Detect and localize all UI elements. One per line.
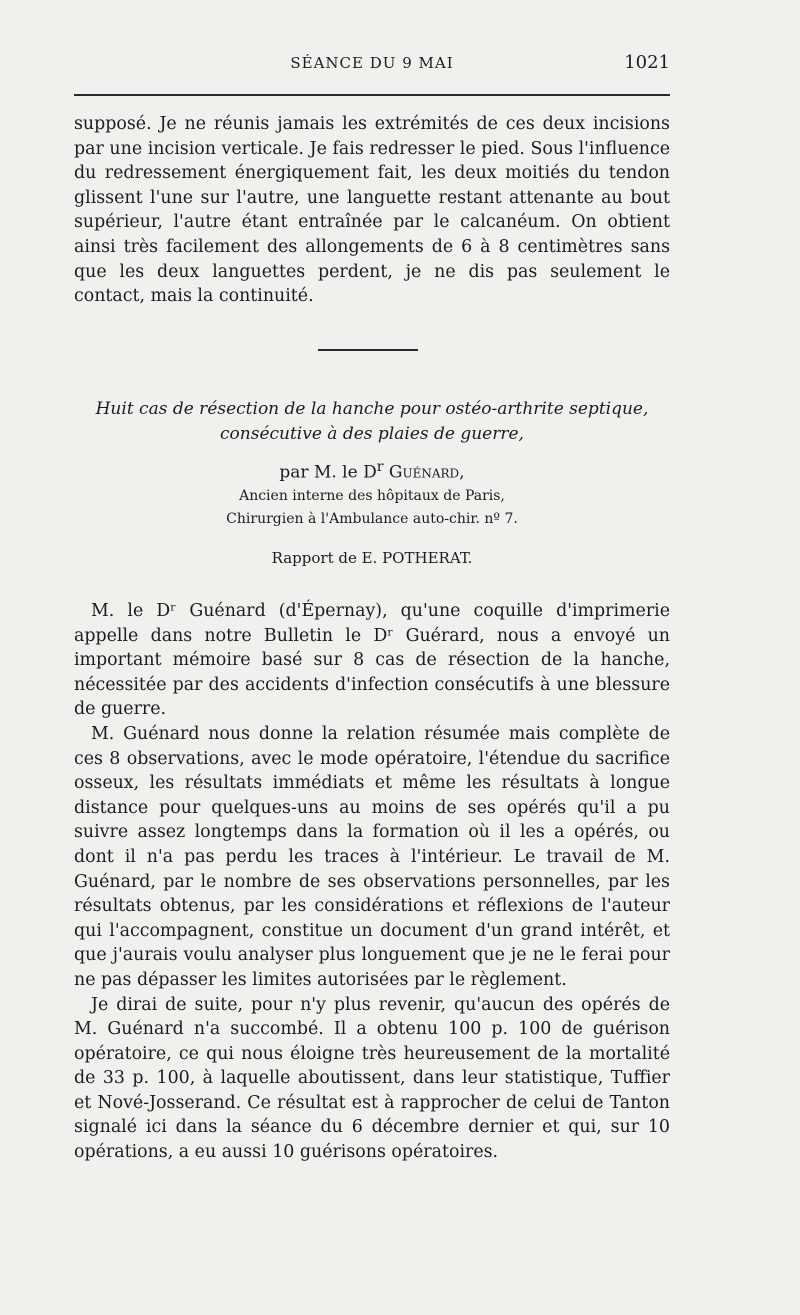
- section-separator: [318, 349, 418, 351]
- article-title: [74, 397, 670, 447]
- title-line-2: consécutive à des plaies de guerre,: [220, 424, 524, 444]
- paragraph-3: Je dirai de suite, pour n'y plus revenir, qu'aucun des opérés de M. Guénard n'a succombé. Il a obtenu 100 p. 100 de guérison opératoire, ce qui nous éloigne très heureusement de la mortalité de 33 p. 100, à laquelle aboutissent, dans leur statistique, Tuffier et Nové-Josserand. Ce résultat est à rapprocher de celui de Tanton signalé ici dans la séance du 6 décembre dernier et qui, sur 10 opérations, a eu aussi 10 guérisons opératoires.: [74, 994, 670, 1163]
- header-rule: [74, 94, 670, 96]
- paragraph-2: M. Guénard nous donne la relation résumée mais complète de ces 8 observations, avec le mode opératoire, l'étendue du sacrifice osseux, les résultats immédiats et même les résultats à longue distance pour quelques-uns au moins de ses opérés qu'il a pu suivre assez longtemps dans la formation où il les a opérés, ou dont il n'a pas perdu les traces à l'intérieur. Le travail de M. Guénard, par le nombre de ses observations personnelles, par les résultats obtenus, par les considérations et réflexions de l'auteur qui l'accompagnent, constitue un document d'un grand intérêt, et que j'aurais voulu analyser plus longuement que je ne le ferai pour ne pas dépasser les limites autorisées par le règlement.: [74, 723, 670, 990]
- affiliation-line-2: Chirurgien à l'Ambulance auto-chir. nº 7.: [226, 511, 518, 527]
- byline: [74, 459, 670, 483]
- running-head: SÉANCE DU 9 MAI: [290, 54, 454, 72]
- page-header: [74, 52, 670, 74]
- page-number: 1021: [624, 52, 670, 73]
- intro-paragraph: supposé. Je ne réunis jamais les extrémités de ces deux incisions par une incision verticale. Je fais redresser le pied. Sous l'influence du redressement énergiquement fait, les deux moitiés du tendon glissent l'une sur l'autre, une languette restant attenante au bout supérieur, l'autre étant entraînée par le calcanéum. On obtient ainsi très facilement des allongements de 6 à 8 centimètres sans que les deux languettes perdent, je ne dis pas seulement le contact, mais la continuité.: [74, 114, 670, 307]
- author-name: Guénard,: [388, 462, 465, 483]
- title-line-1: Huit cas de résection de la hanche pour ostéo-arthrite septique,: [95, 399, 649, 419]
- byline-prefix: par M. le D: [279, 462, 377, 483]
- byline-sup: r: [376, 459, 384, 475]
- rapport-line: Rapport de E. POTHERAT.: [271, 549, 473, 567]
- intro-text: [74, 112, 670, 309]
- report-body: [74, 599, 670, 1165]
- paragraph-1: M. le Dʳ Guénard (d'Épernay), qu'une coquille d'imprimerie appelle dans notre Bulletin le Dʳ Guérard, nous a envoyé un important mémoire basé sur 8 cas de résection de la hanche, nécessitée par des accidents d'infection consécutifs à une blessure de guerre.: [74, 601, 670, 720]
- affiliation-line-1: Ancien interne des hôpitaux de Paris,: [239, 488, 505, 504]
